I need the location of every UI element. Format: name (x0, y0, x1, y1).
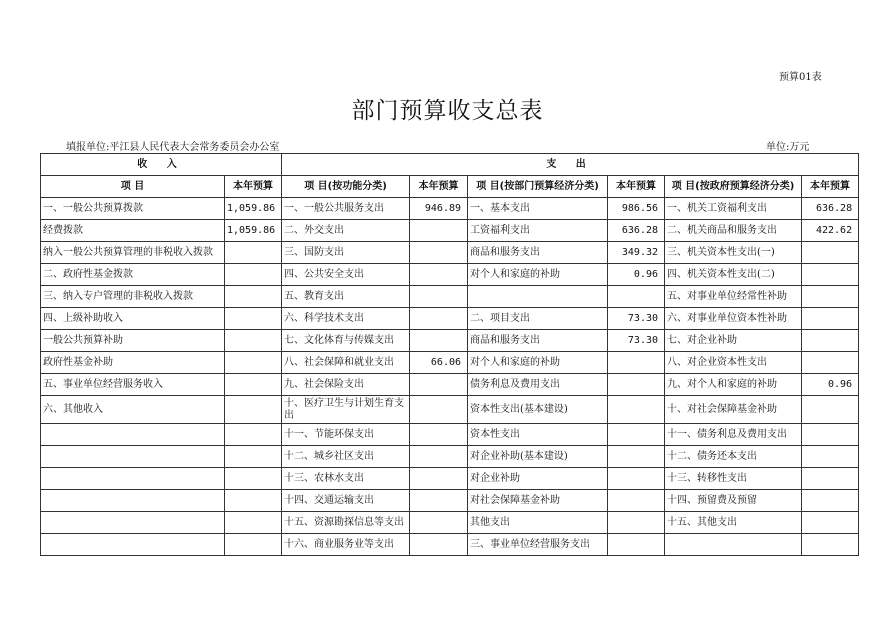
income-item-cell: 经费拨款 (41, 220, 225, 242)
budget-summary-table (40, 153, 859, 556)
table-row (41, 330, 859, 352)
func-item-cell: 十五、资源勘探信息等支出 (282, 512, 410, 534)
func-item-cell: 十六、商业服务业等支出 (282, 534, 410, 556)
gov-amount-header: 本年预算 (802, 176, 859, 198)
dept-amount-cell: 349.32 (608, 242, 665, 264)
income-amount-cell (225, 396, 282, 424)
gov-amount-cell (802, 534, 859, 556)
gov-amount-cell (802, 242, 859, 264)
func-item-cell: 七、文化体育与传媒支出 (282, 330, 410, 352)
dept-amount-cell (608, 374, 665, 396)
income-item-cell (41, 490, 225, 512)
gov-item-cell: 二、机关商品和服务支出 (665, 220, 802, 242)
func-amount-cell (410, 374, 468, 396)
func-amount-cell (410, 512, 468, 534)
func-amount-header: 本年预算 (410, 176, 468, 198)
func-amount-cell (410, 468, 468, 490)
income-item-cell: 一般公共预算补助 (41, 330, 225, 352)
dept-amount-cell (608, 424, 665, 446)
func-item-cell: 五、教育支出 (282, 286, 410, 308)
dept-item-cell: 资本性支出(基本建设) (468, 396, 608, 424)
income-amount-cell (225, 534, 282, 556)
income-item-cell: 五、事业单位经营服务收入 (41, 374, 225, 396)
dept-item-header: 项 目(按部门预算经济分类) (468, 176, 608, 198)
page-title: 部门预算收支总表 (351, 98, 544, 124)
dept-item-cell: 商品和服务支出 (468, 330, 608, 352)
gov-amount-cell: 636.28 (802, 198, 859, 220)
header-row-columns (41, 176, 859, 198)
gov-amount-cell (802, 446, 859, 468)
income-item-cell (41, 446, 225, 468)
gov-item-header: 项 目(按政府预算经济分类) (665, 176, 802, 198)
dept-item-cell: 对个人和家庭的补助 (468, 264, 608, 286)
gov-item-cell: 十、对社会保障基金补助 (665, 396, 802, 424)
gov-item-cell: 十一、债务利息及费用支出 (665, 424, 802, 446)
func-item-header: 项 目(按功能分类) (282, 176, 410, 198)
income-item-cell: 一、一般公共预算拨款 (41, 198, 225, 220)
func-item-cell: 四、公共安全支出 (282, 264, 410, 286)
table-row (41, 468, 859, 490)
gov-item-cell: 五、对事业单位经常性补助 (665, 286, 802, 308)
income-amount-cell (225, 446, 282, 468)
gov-item-cell: 六、对事业单位资本性补助 (665, 308, 802, 330)
income-item-cell: 六、其他收入 (41, 396, 225, 424)
dept-amount-cell (608, 286, 665, 308)
dept-item-cell: 对企业补助(基本建设) (468, 446, 608, 468)
income-amount-cell (225, 490, 282, 512)
dept-amount-cell: 986.56 (608, 198, 665, 220)
func-item-cell: 十一、节能环保支出 (282, 424, 410, 446)
income-item-cell: 三、纳入专户管理的非税收入拨款 (41, 286, 225, 308)
func-item-cell: 八、社会保障和就业支出 (282, 352, 410, 374)
gov-amount-cell (802, 286, 859, 308)
dept-item-cell (468, 286, 608, 308)
table-row (41, 220, 859, 242)
dept-amount-cell (608, 534, 665, 556)
dept-amount-cell (608, 396, 665, 424)
gov-amount-cell (802, 308, 859, 330)
income-amount-cell (225, 308, 282, 330)
dept-item-cell: 三、事业单位经营服务支出 (468, 534, 608, 556)
income-amount-cell (225, 374, 282, 396)
income-amount-header: 本年预算 (225, 176, 282, 198)
income-item-header: 项 目 (41, 176, 225, 198)
income-item-cell (41, 424, 225, 446)
dept-amount-cell: 73.30 (608, 308, 665, 330)
gov-amount-cell (802, 490, 859, 512)
func-amount-cell (410, 308, 468, 330)
income-item-cell (41, 468, 225, 490)
gov-item-cell: 四、机关资本性支出(二) (665, 264, 802, 286)
gov-item-cell: 一、机关工资福利支出 (665, 198, 802, 220)
income-item-cell: 二、政府性基金拨款 (41, 264, 225, 286)
func-item-cell: 十二、城乡社区支出 (282, 446, 410, 468)
table-row (41, 534, 859, 556)
func-amount-cell (410, 490, 468, 512)
func-item-cell: 九、社会保险支出 (282, 374, 410, 396)
func-amount-cell (410, 242, 468, 264)
income-item-cell: 纳入一般公共预算管理的非税收入拨款 (41, 242, 225, 264)
header-row-section (41, 154, 859, 176)
gov-item-cell: 十四、预留费及预留 (665, 490, 802, 512)
func-item-cell: 六、科学技术支出 (282, 308, 410, 330)
income-amount-cell: 1,059.86 (225, 220, 282, 242)
gov-amount-cell (802, 468, 859, 490)
func-amount-cell (410, 446, 468, 468)
dept-item-cell: 工资福利支出 (468, 220, 608, 242)
dept-item-cell: 二、项目支出 (468, 308, 608, 330)
func-item-cell: 十四、交通运输支出 (282, 490, 410, 512)
income-amount-cell (225, 468, 282, 490)
table-row (41, 242, 859, 264)
gov-amount-cell: 0.96 (802, 374, 859, 396)
income-section-header: 收 入 (41, 154, 282, 176)
table-row (41, 396, 859, 424)
income-item-cell: 政府性基金补助 (41, 352, 225, 374)
gov-amount-cell (802, 264, 859, 286)
func-item-cell: 十三、农林水支出 (282, 468, 410, 490)
func-item-cell: 三、国防支出 (282, 242, 410, 264)
page-label: 预算01表 (779, 72, 822, 83)
table-body (41, 198, 859, 556)
income-amount-cell (225, 330, 282, 352)
gov-amount-cell: 422.62 (802, 220, 859, 242)
gov-amount-cell (802, 330, 859, 352)
income-amount-cell (225, 286, 282, 308)
dept-item-cell: 商品和服务支出 (468, 242, 608, 264)
filler-unit-label: 填报单位:平江县人民代表大会常务委员会办公室 (66, 142, 280, 153)
func-item-cell: 一、一般公共服务支出 (282, 198, 410, 220)
dept-item-cell: 债务利息及费用支出 (468, 374, 608, 396)
gov-item-cell: 十二、债务还本支出 (665, 446, 802, 468)
gov-amount-cell (802, 352, 859, 374)
dept-amount-cell: 73.30 (608, 330, 665, 352)
gov-item-cell: 十五、其他支出 (665, 512, 802, 534)
dept-amount-cell (608, 352, 665, 374)
income-amount-cell (225, 242, 282, 264)
table-row (41, 424, 859, 446)
dept-item-cell: 对个人和家庭的补助 (468, 352, 608, 374)
table-row (41, 308, 859, 330)
func-amount-cell (410, 220, 468, 242)
table-row (41, 490, 859, 512)
func-amount-cell (410, 396, 468, 424)
table-row (41, 512, 859, 534)
expense-section-header: 支 出 (282, 154, 859, 176)
dept-amount-cell: 636.28 (608, 220, 665, 242)
dept-item-cell: 其他支出 (468, 512, 608, 534)
income-item-cell (41, 534, 225, 556)
gov-amount-cell (802, 424, 859, 446)
dept-amount-cell (608, 468, 665, 490)
gov-item-cell (665, 534, 802, 556)
dept-amount-cell (608, 490, 665, 512)
gov-amount-cell (802, 512, 859, 534)
dept-amount-cell (608, 446, 665, 468)
func-amount-cell (410, 264, 468, 286)
func-amount-cell: 946.89 (410, 198, 468, 220)
income-amount-cell (225, 512, 282, 534)
gov-item-cell: 九、对个人和家庭的补助 (665, 374, 802, 396)
income-item-cell: 四、上级补助收入 (41, 308, 225, 330)
func-amount-cell (410, 286, 468, 308)
func-amount-cell (410, 534, 468, 556)
gov-item-cell: 十三、转移性支出 (665, 468, 802, 490)
income-amount-cell (225, 264, 282, 286)
gov-amount-cell (802, 396, 859, 424)
func-amount-cell (410, 330, 468, 352)
table-row (41, 286, 859, 308)
gov-item-cell: 八、对企业资本性支出 (665, 352, 802, 374)
income-amount-cell (225, 352, 282, 374)
income-amount-cell: 1,059.86 (225, 198, 282, 220)
dept-item-cell: 资本性支出 (468, 424, 608, 446)
income-item-cell (41, 512, 225, 534)
dept-amount-cell (608, 512, 665, 534)
currency-unit-label: 单位:万元 (766, 142, 810, 153)
gov-item-cell: 三、机关资本性支出(一) (665, 242, 802, 264)
dept-amount-header: 本年预算 (608, 176, 665, 198)
dept-item-cell: 对社会保障基金补助 (468, 490, 608, 512)
func-amount-cell: 66.06 (410, 352, 468, 374)
table-row (41, 374, 859, 396)
income-amount-cell (225, 424, 282, 446)
dept-item-cell: 一、基本支出 (468, 198, 608, 220)
table-row (41, 352, 859, 374)
table-row (41, 264, 859, 286)
func-amount-cell (410, 424, 468, 446)
gov-item-cell: 七、对企业补助 (665, 330, 802, 352)
func-item-cell: 二、外交支出 (282, 220, 410, 242)
table-row (41, 198, 859, 220)
table-row (41, 446, 859, 468)
func-item-cell: 十、医疗卫生与计划生育支出 (282, 396, 410, 424)
dept-item-cell: 对企业补助 (468, 468, 608, 490)
dept-amount-cell: 0.96 (608, 264, 665, 286)
